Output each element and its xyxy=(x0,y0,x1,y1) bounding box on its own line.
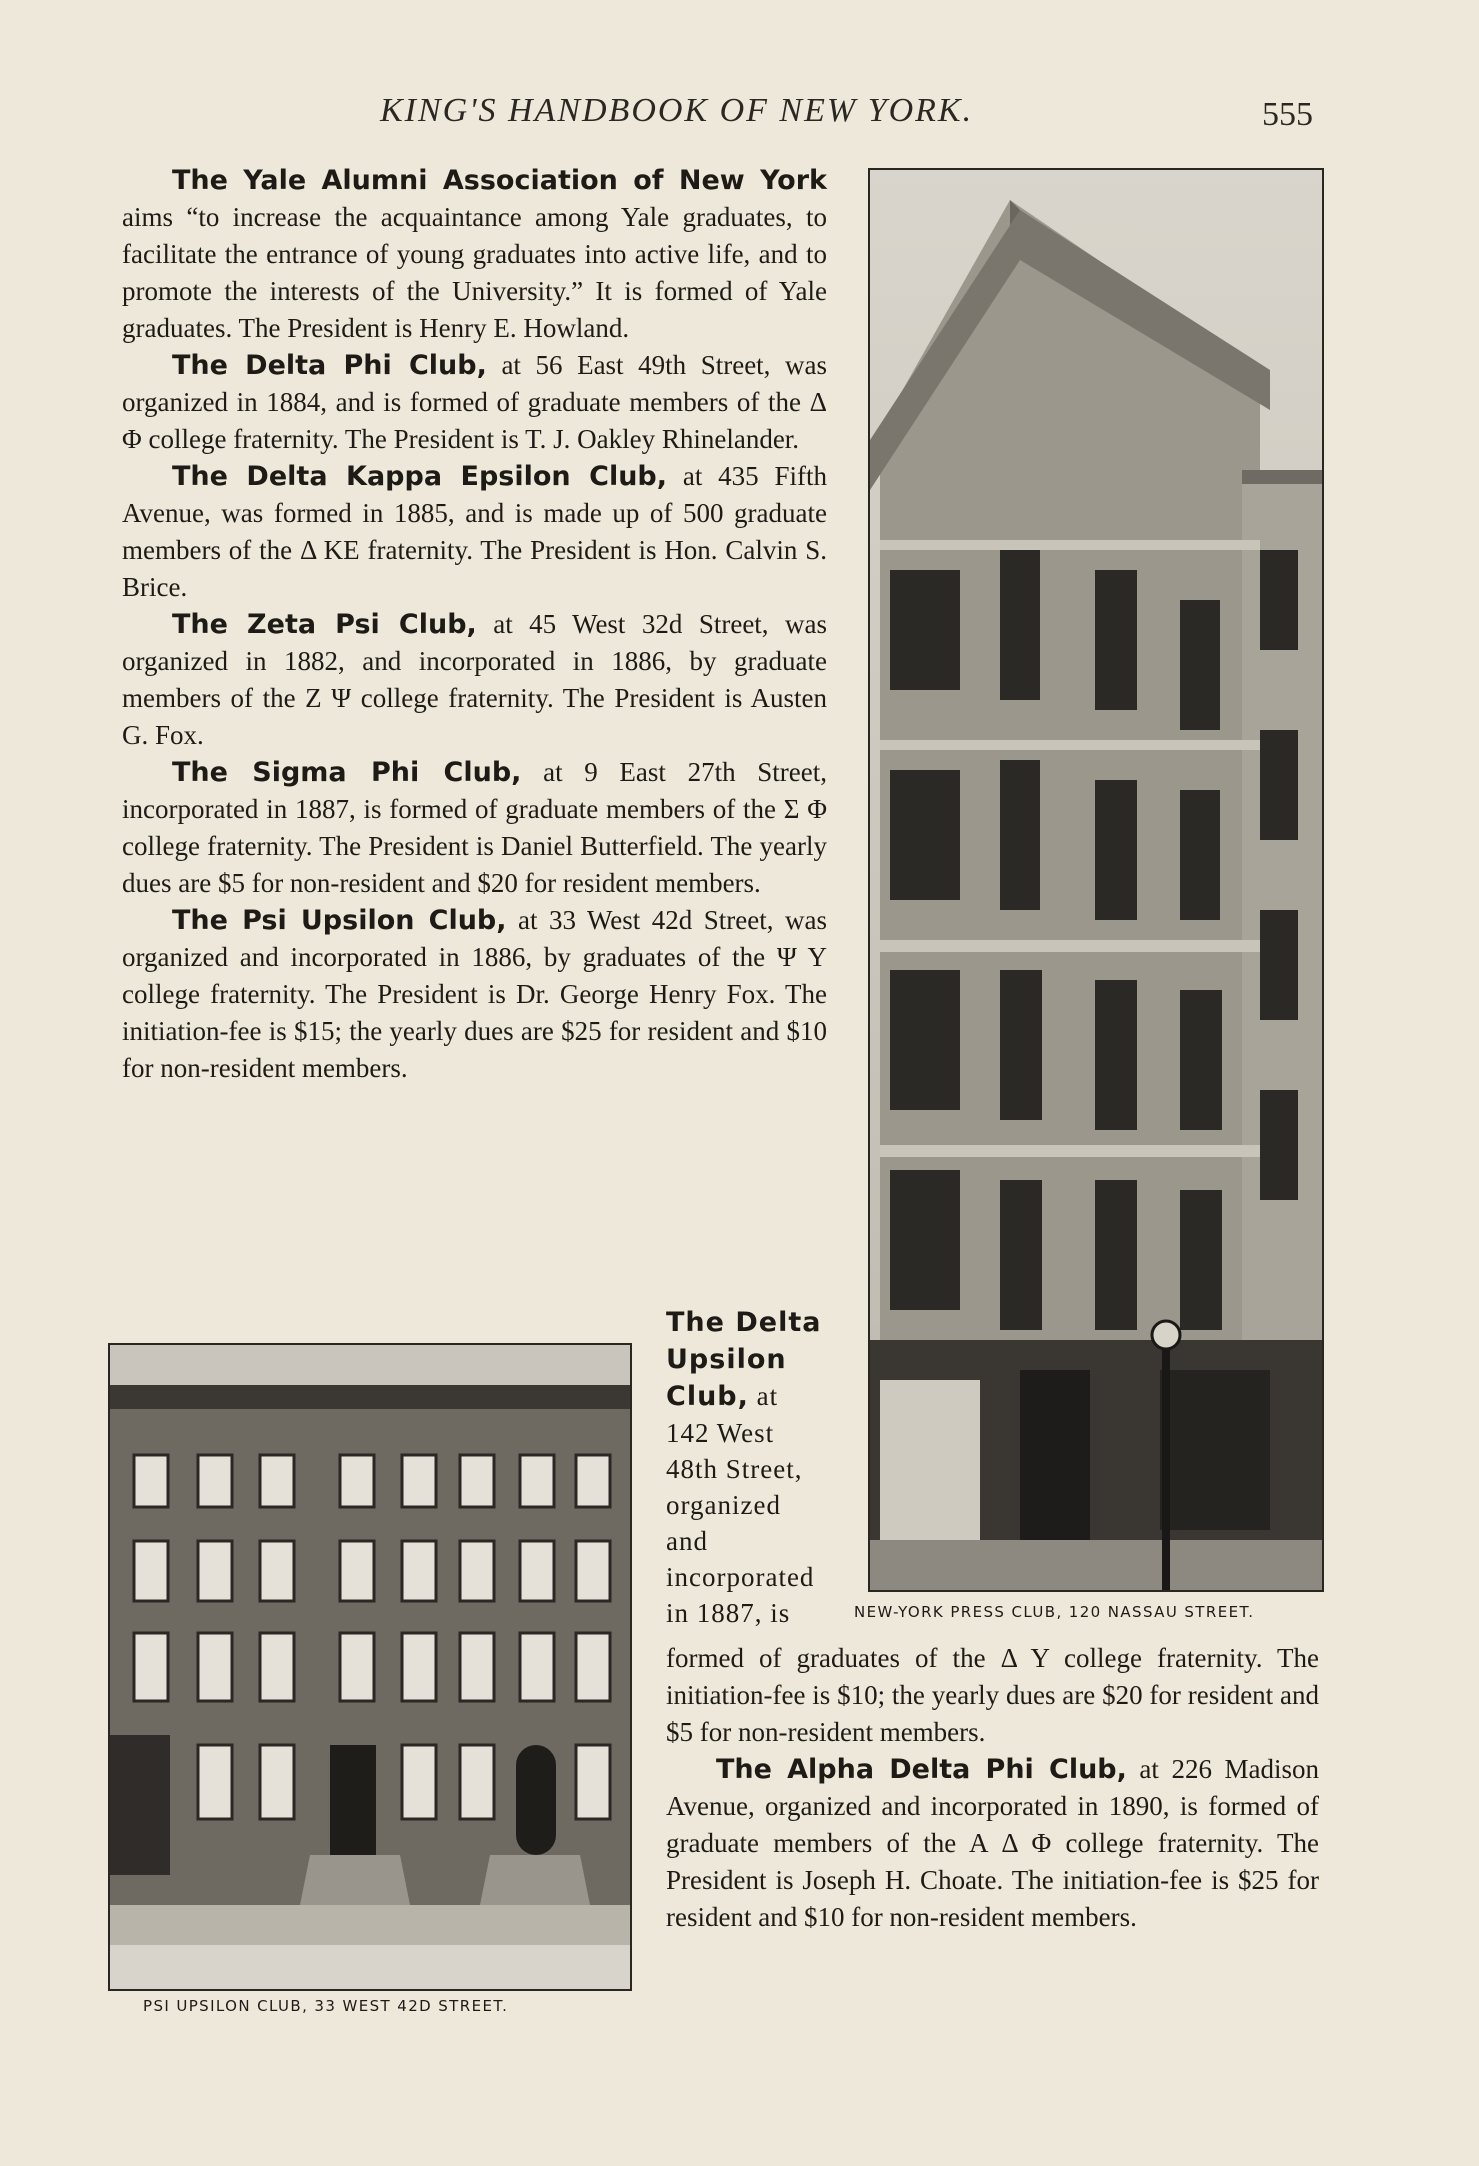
entry-delta-upsilon-continued: formed of graduates of the Δ Υ college fraternity. The initiation-fee is $10; the yearly dues are $20 for resident and $5 for non-resident members. xyxy=(666,1643,1319,1747)
entry-lead: The Yale Alumni Association of New York xyxy=(172,165,827,196)
entry-lead: The Delta Kappa Epsilon Club, xyxy=(172,461,668,492)
press-club-building-illustration xyxy=(870,170,1322,1590)
entry-body: at 33 West 42d Street, was organized and incorporated in 1886, by graduates of the Ψ Υ college fraternity. The President is Dr. George Henry Fox. The initiation-fee is $15; the yearly dues are $25 for resident and $10 for non-resident members. xyxy=(122,905,827,1083)
entry-lead: The Delta Upsilon Club, xyxy=(666,1307,822,1412)
entry-body: at 45 West 32d Street, was organized in 1882, and incorporated in 1886, by graduate members of the Z Ψ college fraternity. The President is Austen G. Fox. xyxy=(122,609,827,750)
press-club-photo xyxy=(868,168,1324,1592)
psi-upsilon-building-illustration xyxy=(110,1345,630,1989)
entry-sigma-phi xyxy=(122,754,827,902)
psi-upsilon-caption: PSI UPSILON CLUB, 33 WEST 42D STREET. xyxy=(143,1997,509,2015)
bottom-right-column xyxy=(666,1640,1319,1936)
entry-lead: The Sigma Phi Club, xyxy=(172,757,522,788)
entry-body: at 435 Fifth Avenue, was formed in 1885, and is made up of 500 graduate members of the Δ KE fraternity. The President is Hon. Calvin S. Brice. xyxy=(122,461,828,602)
entry-lead: The Psi Upsilon Club, xyxy=(172,905,507,936)
psi-upsilon-photo xyxy=(108,1343,632,1991)
entry-psi-upsilon xyxy=(122,902,827,1087)
running-head: KING'S HANDBOOK OF NEW YORK. xyxy=(380,92,974,129)
delta-upsilon-narrow-column xyxy=(666,1304,826,1631)
entry-delta-phi xyxy=(122,347,827,458)
entry-body: at 56 East 49th Street, was organized in 1884, and is formed of graduate members of the Δ Φ college fraternity. The President is T. J. Oakley Rhinelander. xyxy=(122,350,827,454)
entry-lead: The Alpha Delta Phi Club, xyxy=(716,1754,1127,1785)
entry-zeta-psi xyxy=(122,606,827,754)
entry-delta-kappa-epsilon xyxy=(122,458,827,606)
entry-yale-alumni xyxy=(122,162,827,347)
entry-body: at 142 West 48th Street, organized and incorporated in 1887, is xyxy=(666,1381,815,1628)
entry-body: at 226 Madison Avenue, organized and incorporated in 1890, is formed of graduate members of the A Δ Φ college fraternity. The President is Joseph H. Choate. The initiation-fee is $25 for resident and $10 for non-resident members. xyxy=(666,1754,1319,1932)
entry-alpha-delta-phi xyxy=(666,1751,1319,1936)
entry-lead: The Zeta Psi Club, xyxy=(172,609,477,640)
left-column xyxy=(122,162,827,1087)
entry-lead: The Delta Phi Club, xyxy=(172,350,487,381)
press-club-caption: NEW-YORK PRESS CLUB, 120 NASSAU STREET. xyxy=(854,1603,1255,1621)
entry-delta-upsilon xyxy=(666,1304,826,1631)
page-number: 555 xyxy=(1262,96,1313,133)
entry-body: aims “to increase the acquaintance among Yale graduates, to facilitate the entrance of young graduates into active life, and to promote the interests of the University.” It is formed of Yale graduates. The President is Henry E. Howland. xyxy=(122,202,827,343)
entry-body: at 9 East 27th Street, incorporated in 1887, is formed of graduate members of the Σ Φ college fraternity. The President is Daniel Butterfield. The yearly dues are $5 for non-resident and $20 for resident members. xyxy=(122,757,827,898)
